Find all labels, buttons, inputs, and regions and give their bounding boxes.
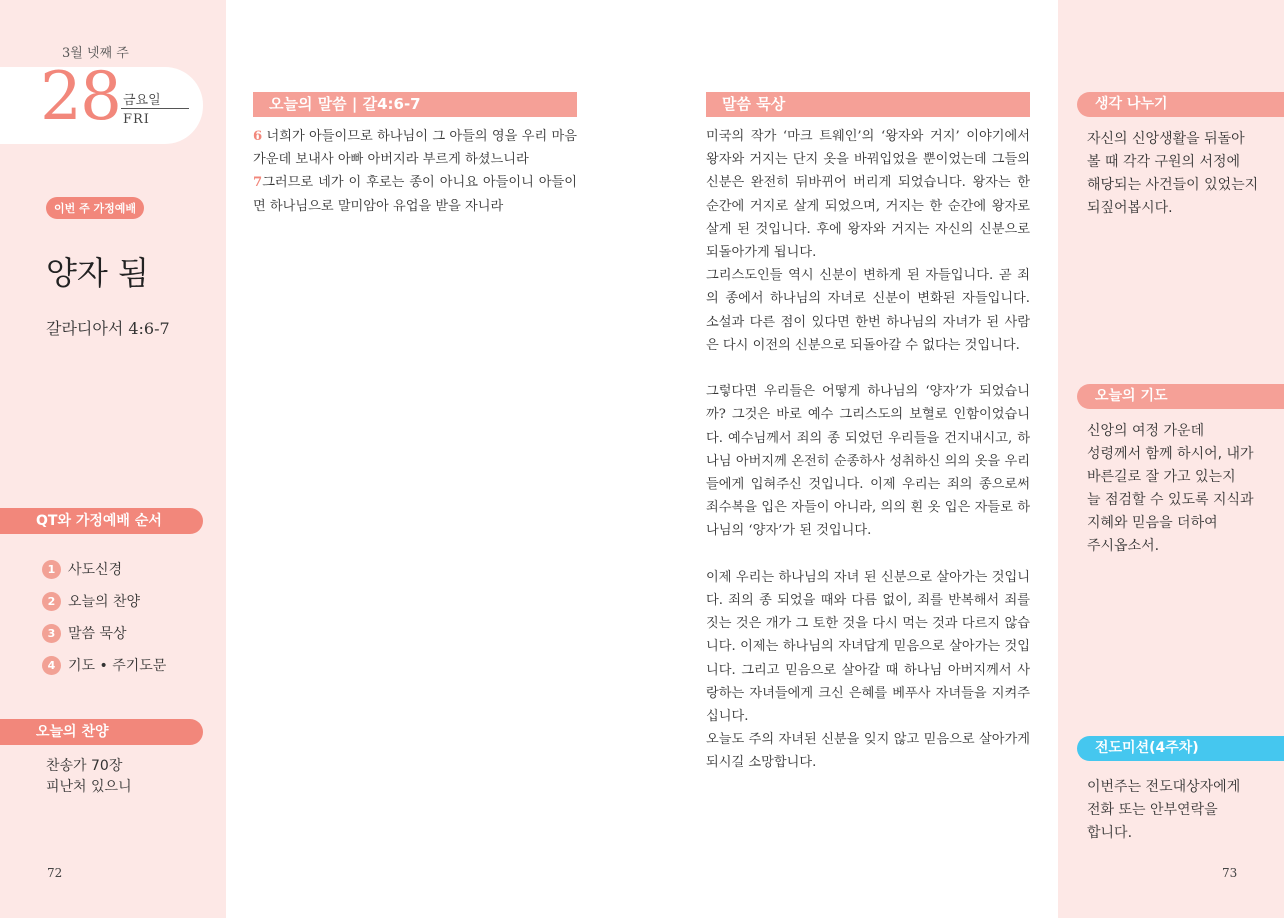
paragraph: 미국의 작가 ‘마크 트웨인’의 ‘왕자와 거지’ 이야기에서 왕자와 거지는 단지 옷을 바꿔입었을 뿐이었는데 그들의 신분은 완전히 뒤바뀌어 버리게 되었습니다. 왕자는 한 순간에 거지로 살게 되었으며, 거지는 한 순간에 왕자로 살게 된 것입니다. 후에 왕자와 거지는 자신의 신분으로 되돌아가게 됩니다. — [706, 129, 1030, 261]
text-line: 자신의 신앙생활을 뒤돌아 — [1087, 131, 1245, 147]
paragraph-gap — [706, 357, 1030, 380]
text-line: 합니다. — [1087, 825, 1133, 841]
page-number-right: 73 — [1222, 866, 1238, 880]
list-item — [42, 553, 166, 585]
page-number-left: 72 — [47, 866, 63, 880]
verse-text: 너희가 아들이므로 하나님이 그 아들의 영을 우리 마음 가운데 보내사 아빠 아버지라 부르게 하셨느니라 — [253, 129, 577, 168]
list-item-label: 오늘의 찬양 — [68, 594, 141, 610]
hymn-number: 찬송가 70장 — [46, 758, 123, 774]
text-line: 해당되는 사건들이 있었는지 — [1087, 177, 1259, 193]
list-item — [42, 649, 166, 681]
mission-heading: 전도미션(4주차) — [1077, 736, 1284, 761]
order-list — [42, 553, 166, 681]
text-line: 바른길로 잘 가고 있는지 — [1087, 469, 1236, 485]
number-badge: 2 — [42, 592, 61, 611]
scripture-reference: 갈라디아서 4:6-7 — [46, 319, 170, 338]
text-line: 되짚어봅시다. — [1087, 200, 1173, 216]
prayer-heading: 오늘의 기도 — [1077, 384, 1284, 409]
weekday-divider — [121, 108, 189, 109]
weekday-korean: 금요일 — [123, 93, 161, 108]
paragraph-gap — [706, 543, 1030, 566]
list-item — [42, 585, 166, 617]
text-line: 지혜와 믿음을 더하여 — [1087, 515, 1218, 531]
paragraph: 오늘도 주의 자녀된 신분을 잊지 않고 믿음으로 살아가게 되시길 소망합니다. — [706, 732, 1030, 771]
page-title: 양자 됨 — [46, 254, 149, 292]
verse — [253, 171, 577, 217]
text-line: 늘 점검할 수 있도록 지식과 — [1087, 492, 1254, 508]
share-text — [1087, 128, 1277, 220]
list-item-label: 사도신경 — [68, 562, 123, 578]
number-badge: 1 — [42, 560, 61, 579]
verse-number: 6 — [253, 129, 263, 144]
week-label: 3월 넷째 주 — [62, 46, 129, 61]
order-heading: QT와 가정예배 순서 — [0, 508, 203, 534]
text-line: 볼 때 각각 구원의 서정에 — [1087, 154, 1241, 170]
paragraph: 그렇다면 우리들은 어떻게 하나님의 ‘양자’가 되었습니까? 그것은 바로 예수 그리스도의 보혈로 인함이었습니다. 예수님께서 죄의 종 되었던 우리들을 건지내시고, 하나님 아버지께 온전히 순종하사 성취하신 의의 옷을 우리들에게 입혀주신 것입니다. 이제 우리는 죄의 종으로써 죄수복을 입은 자들이 아니라, 의의 흰 옷 입은 자들로 하나님의 ‘양자’가 된 것입니다. — [706, 384, 1030, 539]
hymn-heading: 오늘의 찬양 — [0, 719, 203, 745]
left-sidebar — [0, 0, 226, 918]
verse-number: 7 — [253, 175, 263, 191]
text-line: 성령께서 함께 하시어, 내가 — [1087, 446, 1254, 462]
paragraph: 그리스도인들 역시 신분이 변하게 된 자들입니다. 곧 죄의 종에서 하나님의 자녀로 신분이 변화된 자들입니다. 소설과 다른 점이 있다면 한번 하나님의 자녀가 된 사람은 다시 이전의 신분으로 되돌아갈 수 없다는 것입니다. — [706, 268, 1030, 353]
verse — [253, 125, 577, 171]
mission-text — [1087, 776, 1277, 845]
text-line: 주시옵소서. — [1087, 538, 1160, 554]
number-badge: 3 — [42, 624, 61, 643]
meditation-text — [706, 125, 1030, 775]
verse-text: 그러므로 네가 이 후로는 종이 아니요 아들이니 아들이면 하나님으로 말미암아 유업을 받을 자니라 — [253, 175, 577, 214]
number-badge: 4 — [42, 656, 61, 675]
scripture-text — [253, 125, 577, 218]
paragraph: 이제 우리는 하나님의 자녀 된 신분으로 살아가는 것입니다. 죄의 종 되었을 때와 다름 없이, 죄를 반복해서 죄를 짓는 것은 개가 그 토한 것을 다시 먹는 것과 다르지 않습니다. 이제는 하나님의 자녀답게 믿음으로 살아가는 것입니다. 그리고 믿음으로 살아갈 때 하나님 아버지께서 사랑하는 자녀들에게 크신 은혜를 베푸사 자녀들을 지켜주십니다. — [706, 569, 1030, 725]
prayer-text — [1087, 420, 1277, 558]
text-line: 신앙의 여정 가운데 — [1087, 423, 1205, 439]
weekday-english: FRI — [123, 112, 150, 127]
list-item — [42, 617, 166, 649]
list-item-label: 기도 • 주기도문 — [68, 658, 167, 674]
hymn-info — [46, 756, 132, 798]
list-item-label: 말씀 묵상 — [68, 626, 127, 642]
day-number: 28 — [40, 58, 120, 135]
text-line: 전화 또는 안부연락을 — [1087, 802, 1218, 818]
meditation-heading: 말씀 묵상 — [706, 92, 1030, 117]
scripture-heading: 오늘의 말씀 | 갈4:6-7 — [253, 92, 577, 117]
family-worship-tag: 이번 주 가정예배 — [46, 197, 144, 219]
share-heading: 생각 나누기 — [1077, 92, 1284, 117]
hymn-title: 피난처 있으니 — [46, 779, 132, 795]
text-line: 이번주는 전도대상자에게 — [1087, 779, 1241, 795]
